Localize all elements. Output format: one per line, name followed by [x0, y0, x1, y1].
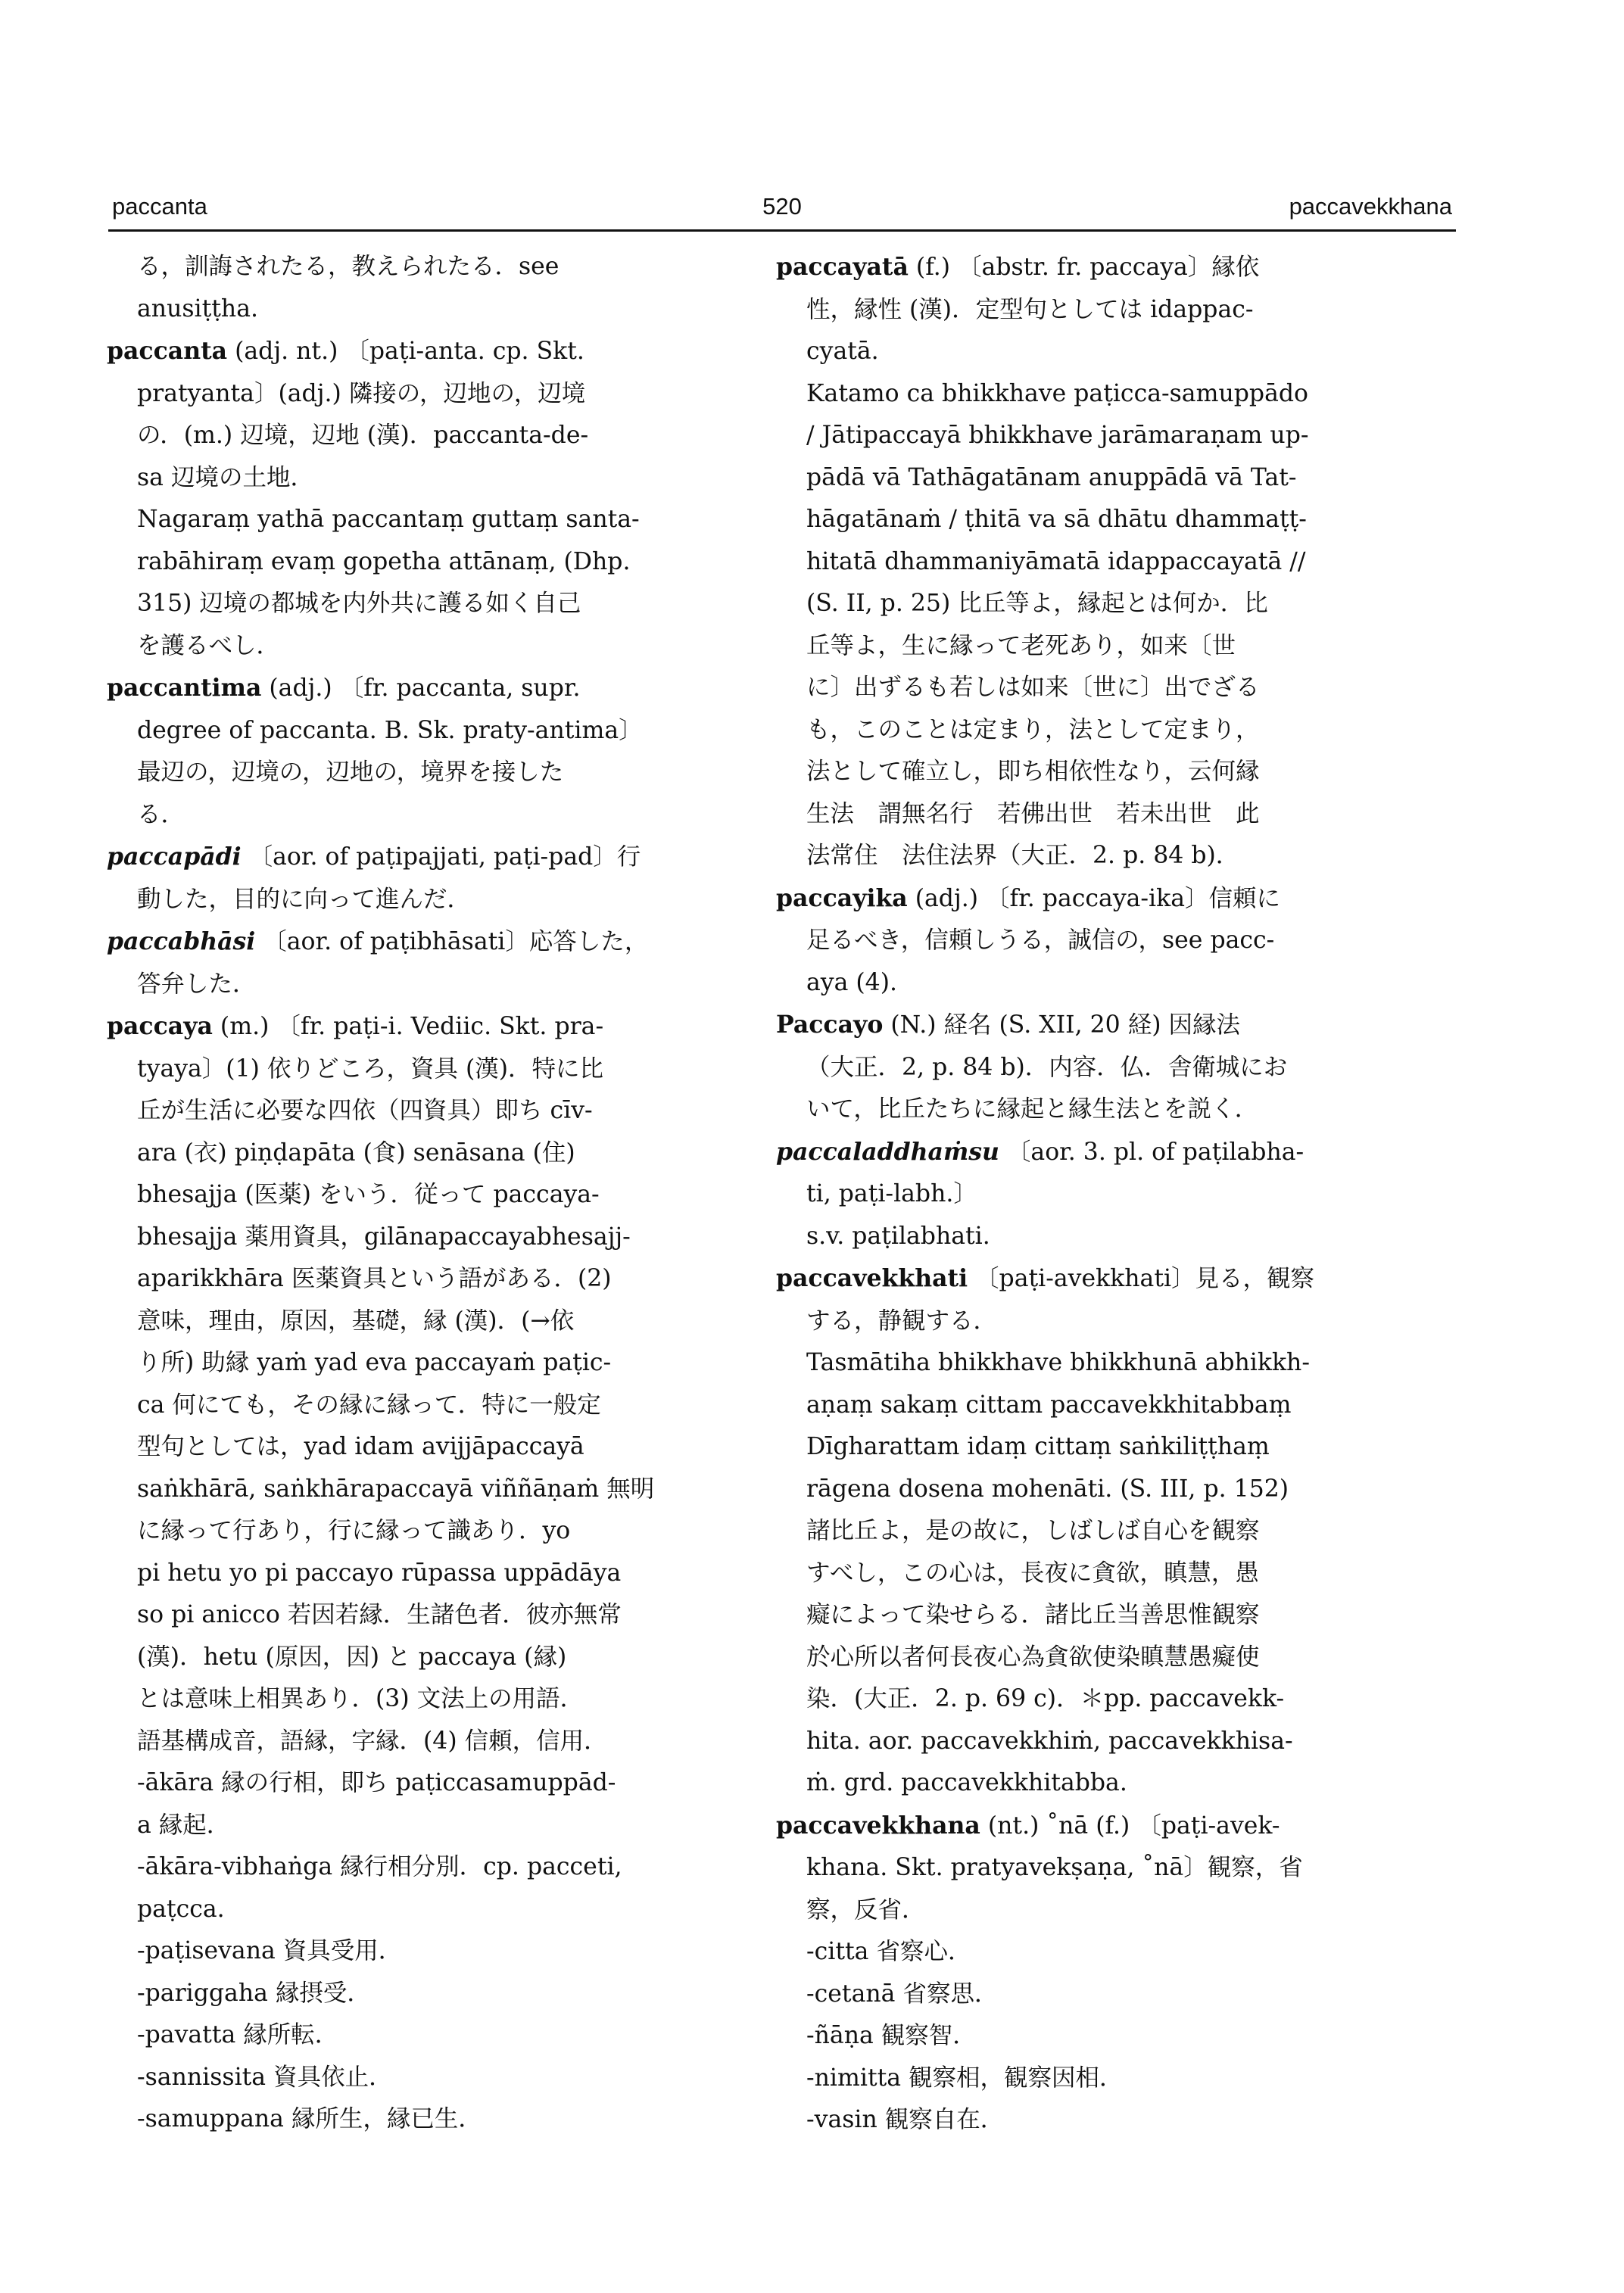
entry-text: (m.) 〔fr. paṭi-i. Vediic. Skt. pra- — [212, 1013, 604, 1040]
entry-text: pratyanta〕(adj.) 隣接の，辺地の，辺境 — [137, 379, 586, 407]
entry-text: る． — [137, 800, 185, 828]
entry-headline — [776, 1131, 1404, 1174]
entry-line — [776, 1762, 1404, 1805]
entry-line — [776, 625, 1404, 668]
entry-headline — [776, 1805, 1404, 1848]
entry-text: 察，反省． — [806, 1896, 926, 1924]
entry-line — [776, 1721, 1404, 1763]
entry-line — [107, 541, 739, 584]
entry-line — [776, 1678, 1404, 1721]
entry-line — [107, 1510, 739, 1553]
entry-headline — [107, 921, 739, 964]
headword: paccanta — [107, 337, 228, 365]
entry-text: る，訓誨されたる，教えられたる．see — [137, 253, 560, 280]
entry-text: (S. II, p. 25) 比丘等よ，縁起とは何か．比 — [806, 590, 1268, 617]
running-header — [112, 193, 1452, 229]
entry-line — [107, 1258, 739, 1301]
entry-line — [107, 1426, 739, 1469]
entry-line — [776, 1089, 1404, 1131]
entry-text: 諸比丘よ，是の故に，しばしば自心を観察 — [806, 1517, 1260, 1544]
header-rule — [108, 229, 1456, 232]
entry-line — [107, 1385, 739, 1427]
entry-line — [107, 373, 739, 416]
entry-line — [107, 1132, 739, 1175]
entry-text: khana. Skt. pratyavekṣaṇa, ˚nā〕観察，省 — [806, 1854, 1303, 1881]
entry-line — [776, 2015, 1404, 2058]
entry-text: hitatā dhammaniyāmatā idappaccayatā // — [806, 547, 1306, 575]
entry-text: -nimitta 観察相，観察因相． — [806, 2064, 1124, 2092]
entry-line — [776, 1173, 1404, 1216]
entry-text: / Jātipaccayā bhikkhave jarāmaraṇam up- — [806, 422, 1309, 449]
headword: paccantima — [107, 674, 262, 702]
entry-line — [107, 879, 739, 921]
entry-text: -ākāra-vibhaṅga 縁行相分別．cp. pacceti, — [137, 1853, 622, 1880]
entry-line — [107, 583, 739, 625]
entry-line — [107, 288, 739, 331]
entry-line — [776, 793, 1404, 836]
headword: paccavekkhana — [776, 1811, 980, 1840]
entry-text: (漢)．hetu (原因，因) と paccaya (縁) — [137, 1643, 567, 1671]
entry-text: so pi anicco 若因若縁．生諸色者．彼亦無常 — [137, 1601, 622, 1628]
entry-line — [776, 1047, 1404, 1089]
entry-text: saṅkhārā, saṅkhārapaccayā viññāṇaṁ 無明 — [137, 1475, 655, 1503]
headword: paccavekkhati — [776, 1264, 968, 1292]
entry-text: 語基構成音，語縁，字縁．(4) 信頼，信用． — [137, 1727, 608, 1755]
entry-line — [107, 2057, 739, 2099]
entry-text: 癡によって染せらる．諸比丘当善思惟観察 — [806, 1601, 1260, 1628]
headword: paccaladdhaṁsu — [776, 1137, 999, 1166]
entry-text: 生法 謂無名行 若佛出世 若未出世 此 — [806, 799, 1260, 827]
entry-line — [107, 1805, 739, 1847]
entry-headline — [107, 667, 739, 710]
header-right-guide-word: paccavekkhana — [1289, 193, 1452, 220]
entry-line — [776, 1426, 1404, 1469]
entry-text: の．(m.) 辺境，辺地 (漢)．paccanta-de- — [137, 422, 589, 449]
entry-line — [776, 1510, 1404, 1553]
entry-line — [776, 920, 1404, 962]
entry-line — [776, 1469, 1404, 1511]
entry-line — [776, 835, 1404, 877]
entry-text: -samuppana 縁所生，縁已生． — [137, 2105, 482, 2133]
entry-text: (N.) 経名 (S. XII, 20 経) 因縁法 — [883, 1011, 1241, 1039]
header-left-guide-word: paccanta — [112, 193, 207, 220]
entry-text: (adj.) 〔fr. paccanta, supr. — [261, 675, 581, 702]
entry-line — [776, 457, 1404, 500]
entry-text: rabāhiraṃ evaṃ gopetha attānaṃ, (Dhp. — [137, 547, 631, 575]
entry-text: aya (4). — [806, 968, 898, 996]
entry-text: tyaya〕(1) 依りどころ，資具 (漢)．特に比 — [137, 1055, 604, 1083]
entry-line — [776, 751, 1404, 793]
entry-headline — [776, 246, 1404, 289]
entry-line — [107, 1174, 739, 1217]
entry-headline — [776, 1257, 1404, 1301]
headword: paccabhāsi — [107, 927, 256, 955]
entry-line — [107, 1930, 739, 1973]
entry-line — [107, 1301, 739, 1343]
entry-line — [107, 1048, 739, 1091]
entry-text: -pariggaha 縁摂受． — [137, 1979, 371, 2007]
entry-text: に〕出ずるも若しは如来〔世に〕出でざる — [806, 674, 1260, 701]
entry-text: -sannissita 資具依止． — [137, 2063, 393, 2091]
entry-text: anusiṭṭha. — [137, 294, 258, 322]
headword: paccayatā — [776, 253, 909, 281]
entry-text: 法常住 法住法界（大正．2. p. 84 b)． — [806, 842, 1240, 869]
entry-line — [107, 1217, 739, 1259]
entry-line — [107, 710, 739, 752]
entry-text: bhesajja (医薬) をいう．従って paccaya- — [137, 1181, 600, 1208]
entry-line — [107, 1678, 739, 1721]
entry-text: aṇaṃ sakaṃ cittam paccavekkhitabbaṃ — [806, 1391, 1292, 1419]
entry-line — [107, 1889, 739, 1931]
entry-text: bhesajja 薬用資具，gilānapaccayabhesajj- — [137, 1223, 631, 1251]
entry-headline — [107, 836, 739, 879]
entry-line — [107, 1721, 739, 1763]
entry-line — [107, 1846, 739, 1889]
entry-line — [776, 1847, 1404, 1890]
entry-line — [776, 1637, 1404, 1679]
right-column — [776, 246, 1404, 2142]
entry-text: ti, paṭi-labh.〕 — [806, 1180, 977, 1207]
entry-text: sa 辺境の土地． — [137, 463, 314, 491]
headword: paccaya — [107, 1012, 213, 1040]
entry-line — [107, 1594, 739, 1637]
entry-text: hita. aor. paccavekkhiṁ, paccavekkhisa- — [806, 1727, 1293, 1755]
entry-line — [776, 2099, 1404, 2142]
entry-text: a 縁起． — [137, 1811, 231, 1839]
entry-line — [107, 457, 739, 500]
entry-line — [776, 1931, 1404, 1974]
entry-line — [107, 1762, 739, 1805]
entry-text: (adj. nt.) 〔paṭi-anta. cp. Skt. — [227, 338, 584, 365]
entry-line — [776, 415, 1404, 457]
entry-line — [776, 373, 1404, 416]
entry-line — [107, 1342, 739, 1385]
entry-line — [776, 1216, 1404, 1258]
entry-line — [107, 1090, 739, 1132]
entry-text: 〔aor. 3. pl. of paṭilabha- — [999, 1138, 1304, 1166]
entry-line — [107, 2014, 739, 2057]
entry-text: ara (衣) piṇḍapāta (食) senāsana (住) — [137, 1139, 575, 1167]
left-column — [107, 246, 739, 2141]
entry-text: に縁って行あり，行に縁って識あり．yo — [137, 1517, 571, 1544]
entry-text: pādā vā Tathāgatānam anuppādā vā Tat- — [806, 463, 1297, 491]
entry-line — [107, 246, 739, 288]
entry-line — [776, 1890, 1404, 1932]
entry-line — [776, 499, 1404, 541]
entry-text: -paṭisevana 資具受用． — [137, 1937, 403, 1964]
entry-text: り所) 助縁 yaṁ yad eva paccayaṁ paṭic- — [137, 1349, 612, 1376]
entry-line — [107, 1553, 739, 1595]
entry-text: とは意味上相異あり．(3) 文法上の用語． — [137, 1685, 584, 1712]
entry-line — [776, 667, 1404, 709]
entry-headline — [107, 330, 739, 373]
entry-line — [776, 709, 1404, 752]
entry-headline — [776, 1004, 1404, 1047]
entry-line — [776, 962, 1404, 1005]
entry-line — [776, 1301, 1404, 1343]
entry-text: 型句としては，yad idam avijjāpaccayā — [137, 1433, 584, 1460]
entry-text: 性，縁性 (漢)．定型句としては idappac- — [806, 295, 1254, 323]
headword: paccapādi — [107, 843, 242, 871]
entry-text: 法として確立し，即ち相依性なり，云何縁 — [806, 758, 1260, 785]
entry-line — [776, 2058, 1404, 2100]
entry-text: 於心所以者何長夜心為貪欲使染瞋慧愚癡使 — [806, 1643, 1260, 1671]
entry-line — [776, 289, 1404, 332]
entry-text: degree of paccanta. B. Sk. praty-antima〕 — [137, 716, 643, 744]
entry-text: Dīgharattam idaṃ cittaṃ saṅkiliṭṭhaṃ — [806, 1433, 1270, 1460]
entry-text: (f.) 〔abstr. fr. paccaya〕縁依 — [908, 254, 1260, 281]
entry-line — [776, 1342, 1404, 1385]
entry-text: 答弁した． — [137, 970, 257, 998]
entry-text: -ñāṇa 観察智． — [806, 2022, 977, 2049]
entry-text: ca 何にても，その縁に縁って．特に一般定 — [137, 1391, 601, 1419]
entry-line — [776, 1553, 1404, 1595]
entry-text: -vasin 観察自在． — [806, 2106, 1005, 2133]
entry-text: paṭcca. — [137, 1895, 225, 1923]
entry-text: ṁ. grd. paccavekkhitabba. — [806, 1769, 1127, 1796]
headword: Paccayo — [776, 1011, 884, 1039]
entry-line — [776, 1594, 1404, 1637]
entry-text: -cetanā 省察思． — [806, 1980, 999, 2008]
entry-text: 丘が生活に必要な四依（四資具）即ち cīv- — [137, 1097, 593, 1124]
entry-text: 〔paṭi-avekkhati〕見る，観察 — [968, 1265, 1315, 1292]
entry-line — [107, 794, 739, 837]
entry-text: 丘等よ，生に縁って老死あり，如来〔世 — [806, 631, 1236, 659]
entry-line — [107, 1469, 739, 1511]
entry-text: 意味，理由，原因，基礎，縁 (漢)．(→依 — [137, 1307, 575, 1335]
entry-line — [107, 499, 739, 541]
entry-text: 〔aor. of paṭibhāsati〕応答した， — [255, 928, 649, 955]
entry-text: 染．(大正．2. p. 69 c)．＊pp. paccavekk- — [806, 1685, 1285, 1712]
entry-text: -pavatta 縁所転． — [137, 2021, 339, 2048]
entry-headline — [107, 1005, 739, 1048]
entry-line — [107, 1973, 739, 2015]
entry-line — [107, 964, 739, 1006]
page-number: 520 — [762, 193, 802, 220]
entry-line — [107, 1637, 739, 1679]
entry-line — [107, 625, 739, 668]
entry-text: 315) 辺境の都城を内外共に護る如く自己 — [137, 590, 581, 617]
entry-text: rāgena dosena mohenāti. (S. III, p. 152) — [806, 1475, 1289, 1503]
entry-text: aparikkhāra 医薬資具という語がある．(2) — [137, 1265, 612, 1292]
entry-text: すべし，この心は，長夜に貪欲，瞋慧，愚 — [806, 1559, 1259, 1587]
entry-text: hāgatānaṁ / ṭhitā va sā dhātu dhammaṭṭ- — [806, 506, 1307, 533]
entry-text: Katamo ca bhikkhave paṭicca-samuppādo — [806, 379, 1308, 407]
entry-line — [107, 2098, 739, 2141]
entry-line — [107, 415, 739, 457]
entry-text: (nt.) ˚nā (f.) 〔paṭi-avek- — [980, 1812, 1280, 1840]
entry-text: (adj.) 〔fr. paccaya-ika〕信頼に — [907, 884, 1280, 912]
headword: paccayika — [776, 883, 908, 912]
entry-text: 〔aor. of paṭipajjati, paṭi-pad〕行 — [241, 843, 641, 871]
entry-text: も，このことは定まり，法として定まり， — [806, 715, 1260, 743]
entry-text: を護るべし． — [137, 631, 281, 659]
entry-text: Tasmātiha bhikkhave bhikkhunā abhikkh- — [806, 1349, 1310, 1376]
entry-text: Nagaraṃ yathā paccantaṃ guttaṃ santa- — [137, 506, 640, 533]
entry-headline — [776, 877, 1404, 921]
entry-text: 最辺の，辺境の，辺地の，境界を接した — [137, 759, 564, 786]
entry-text: -citta 省察心． — [806, 1938, 972, 1965]
entry-line — [776, 331, 1404, 373]
entry-text: 動した，目的に向って進んだ． — [137, 885, 472, 913]
entry-text: s.v. paṭilabhati. — [806, 1222, 990, 1250]
entry-text: する，静観する． — [806, 1307, 998, 1335]
entry-text: いて，比丘たちに縁起と縁生法とを説く． — [806, 1095, 1259, 1123]
entry-text: 足るべき，信頼しうる，誠信の，see pacc- — [806, 927, 1275, 954]
entry-line — [776, 1385, 1404, 1427]
entry-line — [776, 1974, 1404, 2016]
entry-line — [107, 752, 739, 794]
entry-text: -ākāra 縁の行相，即ち paṭiccasamuppād- — [137, 1769, 616, 1796]
entry-text: cyatā. — [806, 338, 879, 365]
entry-text: （大正．2, p. 84 b)．内容．仏．舎衛城にお — [806, 1053, 1288, 1081]
entry-line — [776, 541, 1404, 584]
entry-text: pi hetu yo pi paccayo rūpassa uppādāya — [137, 1559, 622, 1587]
entry-line — [776, 583, 1404, 625]
